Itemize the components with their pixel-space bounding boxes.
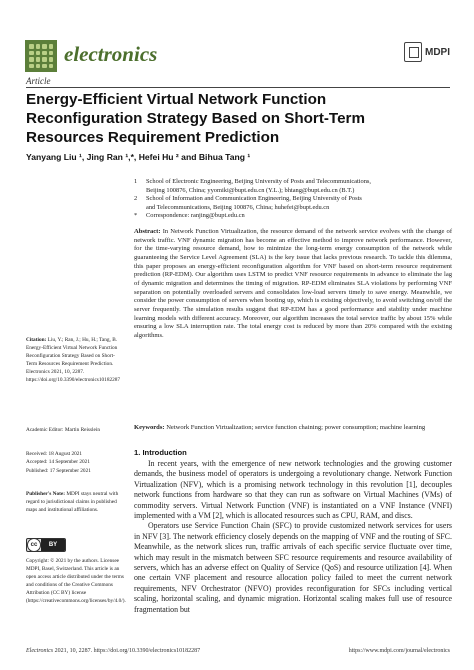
- affiliation-mark: 1: [134, 178, 138, 185]
- keywords-text: Network Function Virtualization; service function chaining; power consumption; machine learning: [164, 424, 426, 431]
- author-list: Yanyang Liu ¹, Jing Ran ¹,*, Hefei Hu ² and Bihua Tang ¹: [26, 152, 251, 162]
- citation: [26, 336, 124, 385]
- page-footer: [26, 648, 450, 654]
- copyright-notice: Copyright: © 2021 by the authors. Licensee MDPI, Basel, Switzerland. This article is an open access article distributed under the terms and conditions of the Creative Commons Attribution (CC BY) license (https://creativecommons.org/licenses/by/4.0/).: [26, 558, 126, 605]
- footer-doi[interactable]: 2021, 10, 2287. https://doi.org/10.3390/electronics10182287: [53, 648, 201, 654]
- mdpi-logo-text: MDPI: [425, 46, 450, 58]
- affiliation-text: School of Electronic Engineering, Beijing University of Posts and Telecommunications, Beijing 100876, China; yyomiki@bupt.edu.cn (Y.L.); bhtang@bupt.edu.cn (B.T.): [146, 178, 372, 194]
- publisher-note: [26, 490, 124, 514]
- abstract-text: In Network Function Virtualization, the resource demand of the network service evolves with the change of network traffic. VNF dynamic migration has become an effective method to improve network performance. However, for the time-varying resource demand, how to minimize the long-term energy consumption of the network while guaranteeing the Service Level Agreement (SLA) is the key issue that lacks previous research. To tackle this dilemma, this paper proposes an energy-efficient reconfiguration algorithm for VNF based on short-term resource requirement prediction (RP-EDM). Our algorithm uses LSTM to predict VNF resource requirements in advance to eliminate the lag of dynamic migration and determines the timing of migration. RP-EDM eliminates SLA violations by performing VNF separation on potentially overloaded servers and consolidates low-load servers timely to save energy. Meanwhile, we consider the power consumption of servers when booting up, which is existing objectively, to avoid switching on/off the server frequently. The simulation results suggest that RP-EDM has a good performance and stability under machine learning models with different accuracy. Moreover, our algorithm increases the total service traffic by about 15% while ensuring a low SLA interruption rate. The total energy cost is reduced by more than 20% compared with the existing algorithms.: [134, 228, 452, 339]
- footer-journal-url[interactable]: https://www.mdpi.com/journal/electronics: [348, 648, 450, 654]
- mdpi-logo-icon: [404, 42, 422, 62]
- publisher-note-label: Publisher's Note:: [26, 491, 65, 497]
- cc-by-license-badge[interactable]: [26, 538, 66, 552]
- mdpi-logo[interactable]: [404, 42, 450, 62]
- citation-text[interactable]: Liu, Y.; Ran, J.; Hu, H.; Tang, B. Energy-Efficient Virtual Network Function Reconfiguration Strategy Based on Short-Term Resources Requirement Prediction. Electronics 2021, 10, 2287. https://doi.org/10.3390/electronics10182287: [26, 337, 121, 384]
- received-date: Received: 18 August 2021: [26, 451, 83, 457]
- publication-dates: [26, 450, 124, 475]
- affiliation-2: [134, 195, 454, 212]
- correspondence-email[interactable]: Correspondence: ranjing@bupt.edu.cn: [146, 212, 245, 220]
- header-divider: [26, 87, 450, 88]
- paragraph: In recent years, with the emergence of new network technologies and the growing customer demands, the business model of operators is undergoing a revolutionary change. Network Function Virtualization (NFV), which is a promising network technology in this revolution [1], decouples network functions from hardware so that they can run as software on Virtual Machines (VMs) of commodity servers. Virtual Network Function (VNF) is instantiated on a VNF Instance (VNFI) implemented with a VM [2], which is allocated resources such as CPU, RAM, and discs.: [134, 459, 452, 521]
- by-icon: BY: [41, 539, 65, 551]
- keywords: [134, 424, 452, 433]
- affiliation-mark: *: [134, 212, 138, 220]
- affiliation-1: [134, 178, 454, 195]
- citation-label: Citation:: [26, 337, 47, 343]
- footer-citation: [26, 648, 200, 654]
- article-type: Article: [26, 76, 51, 86]
- affiliations: [134, 178, 454, 221]
- paper-title: Energy-Efficient Virtual Network Function Reconfiguration Strategy Based on Short-Term Resources Requirement Prediction: [26, 91, 365, 146]
- publisher-note-text: MDPI stays neutral with regard to jurisdictional claims in published maps and institutional affiliations.: [26, 491, 119, 514]
- journal-name[interactable]: electronics: [64, 42, 158, 66]
- accepted-date: Accepted: 14 September 2021: [26, 459, 90, 466]
- keywords-label: Keywords:: [134, 424, 165, 431]
- academic-editor: Academic Editor: Martin Reisslein: [26, 427, 100, 433]
- journal-logo-icon: [25, 40, 57, 72]
- abstract: [134, 228, 452, 341]
- published-date: Published: 17 September 2021: [26, 467, 91, 474]
- cc-icon: cc: [27, 538, 41, 552]
- section-heading: 1. Introduction: [134, 448, 187, 457]
- correspondence: [134, 212, 454, 221]
- affiliation-mark: 2: [134, 195, 138, 203]
- paragraph: Operators use Service Function Chain (SFC) to provide customized network services for users in NFV [3]. The network efficiency closely depends on the mapping of VNF and the routing of SFC. Meanwhile, as the network slices run, traffic arrivals of each specific service fluctuate over time, which may result in the mismatch between SFC resource requirements and resource availability of servers, which has an adverse effect on Quality of Service (QoS) and resource utilization [4]. When one certain VNF placement and resource allocation policy failed to meet the current network requirements, NFV Orchestrator (NFVO) provides reconfiguration for SFCs including vertical scaling, horizontal scaling, and dynamic migration. Horizontal scaling makes full use of resource fragmentation but: [134, 521, 452, 614]
- footer-journal: Electronics: [26, 648, 54, 654]
- affiliation-text: School of Information and Communication Engineering, Beijing University of Posts and Telecommunications, Beijing 100876, China; huhefei@bupt.edu.cn: [146, 195, 362, 211]
- abstract-label: Abstract:: [134, 228, 161, 235]
- section-body: [134, 459, 452, 615]
